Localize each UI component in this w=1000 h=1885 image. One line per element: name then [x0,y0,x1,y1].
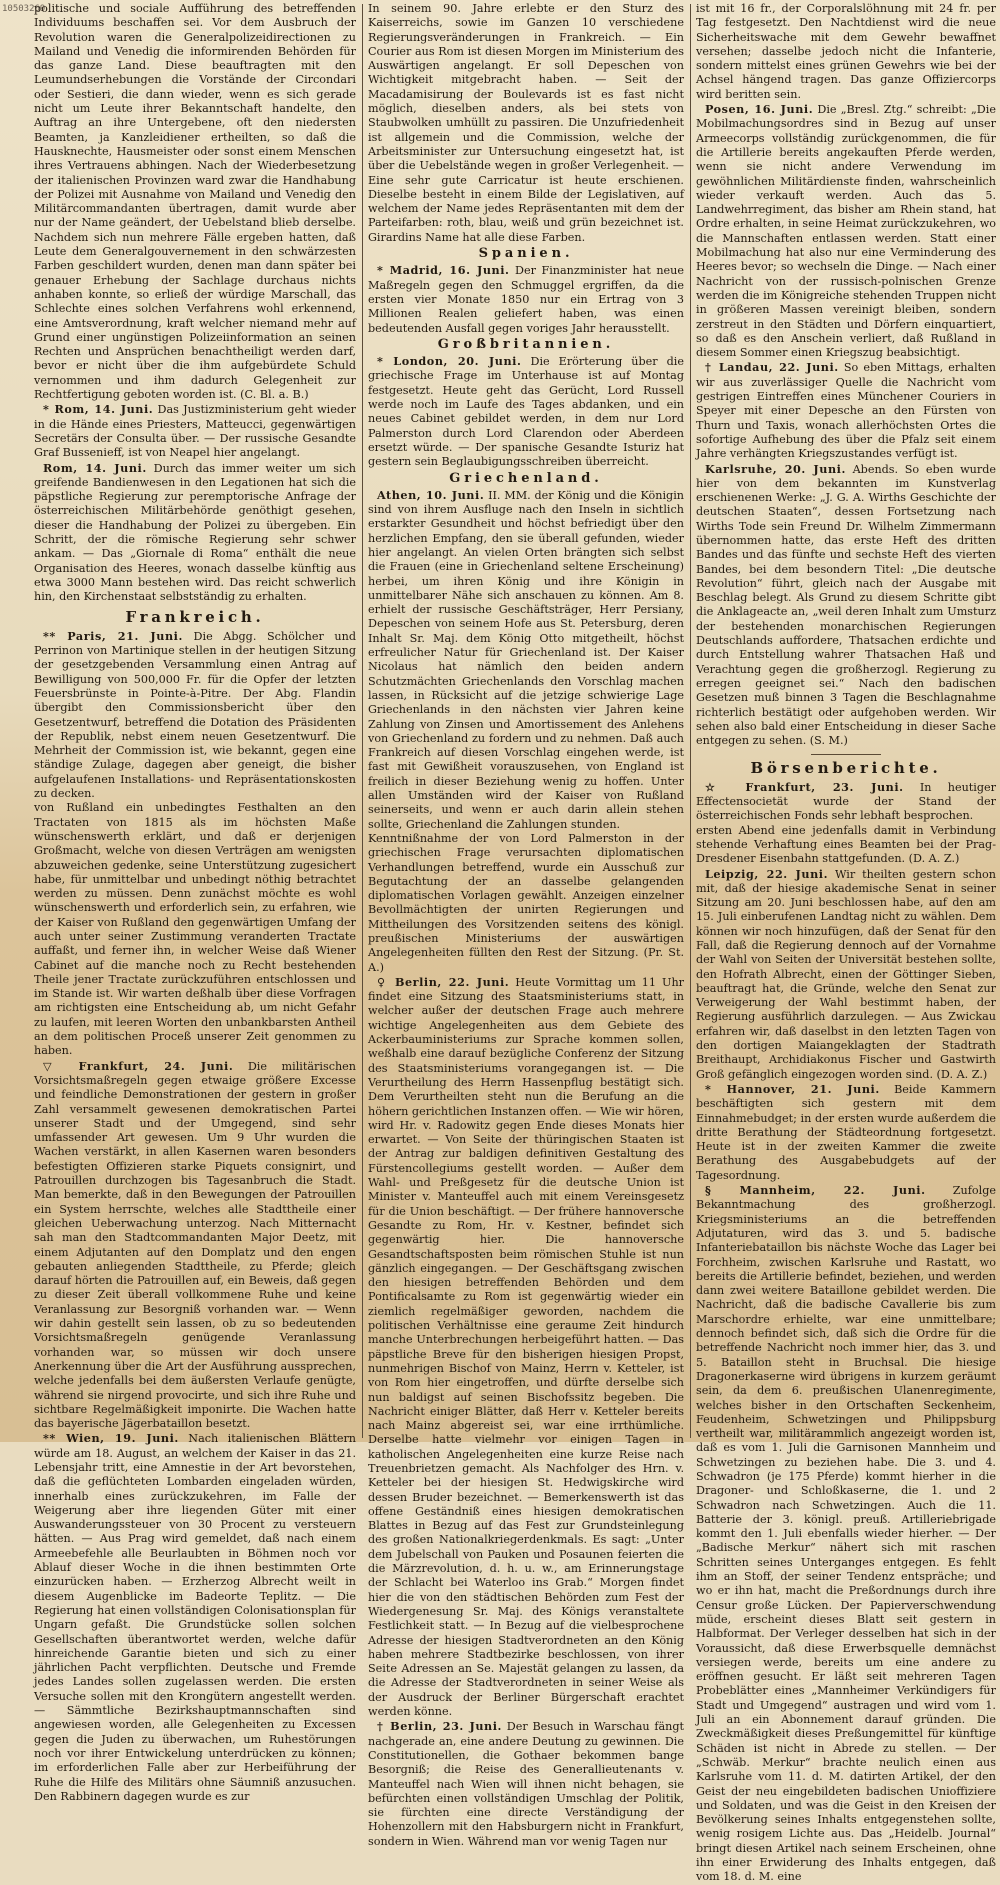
dateline: * Madrid, 16. Juni. [376,263,510,278]
article-text: Beide Kammern beschäftigten sich gestern mit dem Einnahmebudget; in der ersten wurde außerdem die dritte Berathung der Städteordnung fortgesetzt. Heute ist in der zweiten Kammer die zweite Berathung des Ausgabebudgets auf der Tagesordnung. [696,1082,996,1182]
article-athen [368,488,684,832]
dateline: ** Wien, 19. Juni. [42,1431,179,1446]
dateline: * London, 20. Juni. [376,354,522,369]
article-text: Die Abgg. Schölcher und Perrinon von Martinique stellen in der heutigen Sitzung der gesetzgebenden Versammlung einen Antrag auf Bewilligung von 500,000 Fr. für die Opfer der letzten Feuersbrünste in Pointe-à-Pitre. Der Abg. Flandin übergibt den Commissionsbericht über den Gesetzentwurf, betreffend die Dotation des Präsidenten der Republik, nebst einem neuen Gesetzentwurf. Die Mehrheit der Commission ist, wie bekannt, gegen eine ständige Zulage, dagegen aber geneigt, die bisher aufgelaufenen Installations- und Repräsentationskosten zu decken. [34,629,356,801]
article-text: Das Justizministerium geht wieder in die Hände eines Priesters, Matteucci, gegenwärtigen Secretärs der Consulta über. — Der russische Gesandte Graf Bussenieff, ist von Neapel hier angelangt. [34,403,356,460]
article-landau [696,360,996,461]
column-1 [30,2,360,1803]
article-text: Durch das immer weiter um sich greifende Bandienwesen in den Legationen hat sich die päpstliche Regierung zur peremptorische Anfrage der österreichischen Militärbehörde genöthigt gesehen, dieser die Handhabung der Polizei zu übergeben. Ein Schritt, der die römische Regierung sehr schwer ankam. — Das „Giornale di Roma“ enthält die neue Organisation des Heeres, wonach dasselbe künftig aus etwa 3000 Mann bestehen wird. Das reicht schwerlich hin, den Kirchenstaat selbstständig zu erhalten. [34,461,356,604]
article-text: Nach italienischen Blättern würde am 18. August, an welchem der Kaiser in das 21. Lebensjahr tritt, eine Amnestie in der Art bevorstehen, daß die geflüchteten Lombarden eingeladen würden, innerhalb eines zurückzukehren, im Falle der Weigerung aber ihre liegenden Güter mit einer Auswanderungssteuer von 30 Procent zu versteuern hätten. — Aus Prag wird gemeldet, daß nach einem Armeebefehle alle Beurlaubten in Böhmen noch vor Ablauf dieser Woche in die ihnen bestimmten Orte einzurücken haben. — Erzherzog Albrecht weilt in diesem Augenblicke im Badeorte Teplitz. — Die Regierung hat einen vollständigen Colonisationsplan für Ungarn gefaßt. Die Grundstücke sollen solchen Gesellschaften überantwortet werden, welche dafür hinreichende Garantie bieten und sich zu einer jährlichen Pacht verpflichten. Deutsche und Fremde jedes Landes sollen zugelassen werden. Die ersten Versuche sollen mit den Krongütern angestellt werden. — Sämmtliche Bezirkshauptmannschaften sind angewiesen worden, alle Gelegenheiten zu Excessen gegen die Juden zu überwachen, um Ruhestörungen noch vor ihrer Entwickelung unterdrücken zu können; im erforderlichen Falle aber zur Herbeiführung der Ruhe die Hilfe des Militärs ohne Säumniß anzusuchen. Den Rabbinern dagegen wurde es zur [34,1432,356,1803]
article-text: ist mit 16 fr., der Corporalslöhnung mit 24 fr. per Tag festgesetzt. Den Nachtdienst wird die neue Sicherheitswache mit dem Gewehr bewaffnet versehen; dasselbe jedoch nicht die Infanterie, sondern mittelst eines grünen Gewehrs wie bei der Achsel hängend tragen. Das ganze Offiziercorps wird beritten sein. [696,2,996,101]
article-text: ersten Abend eine jedenfalls damit in Verbindung stehende Verhaftung eines Beamten bei der Prag-Dresdener Eisenbahn stattgefunden. (D. A. Z.) [696,823,996,866]
section-heading-griechenland: Griechenland. [449,470,603,486]
article-frankfurt-boerse [696,780,996,824]
article-mannheim [696,1183,996,1885]
article-text: In heutiger Effectensocietät wurde der Stand der österreichischen Fonds sehr lebhaft besprochen. [696,780,997,823]
article-text: Die militärischen Vorsichtsmaßregeln gegen etwaige größere Excesse und feindliche Demonstrationen der gestern in großer Zahl versammelt gewesenen demokratischen Partei unserer Stadt und der Umgegend, sind sehr umfassender Art gewesen. Um 9 Uhr wurden die Wachen verstärkt, in allen Kasernen waren besonders befestigten Offizieren starke Piquets consignirt, und Patrouillen durchzogen bis Tagesanbruch die Stadt. Man bemerkte, daß in den Bewegungen der Patrouillen ein System herrschte, welches alle Stadttheile einer gleichen Ueberwachung unterzog. Nach Mitternacht sah man den Stadtcommandanten Major Deetz, mit einem Adjutanten auf den Domplatz und den engen gebauten anliegenden Stadttheile, zu Pferde; gleich darauf hörten die Patrouillen auf, ein Beweis, daß gegen zu dieser Zeit überall vollkommene Ruhe und keine Veranlassung zur Besorgniß vorhanden war. — Wenn wir dahin gestellt sein lassen, ob zu so bedeutenden Vorsichtsmaßregeln genügende Veranlassung vorhanden war, so müssen wir doch unsere Anerkennung über die Art der Ausführung aussprechen, welche jedenfalls bei dem äußersten Verlaufe genügte, während sie nirgend provocirte, und sich ihre Ruhe und sichtbare Regelmäßigkeit imponirte. Die Wachen hatte das bayerische Jägerbataillon besetzt. [34,1059,356,1431]
dateline: Leipzig, 22. Juni. [704,866,829,881]
article-wien [34,1431,356,1804]
article-paris [34,629,356,802]
article-text: Der Finanzminister hat neue Maßregeln gegen den Schmuggel ergriffen, da die ersten vier Monate 1850 nur ein Ertrag von 3 Millionen Realen geliefert haben, was einen bedeutenden Ausfall gegen voriges Jahr herausstellt. [368,264,684,335]
article-rome-1 [34,402,356,460]
dateline: Rom, 14. Juni. [42,460,147,475]
dateline: ▽ Frankfurt, 24. Juni. [42,1058,234,1073]
article-text: Die Erörterung über die griechische Frage im Unterhause ist auf Montag festgesetzt. Heute geht das Gerücht, Lord Russell werde noch im Laufe des Tages abdanken, und ein neues Cabinet gebildet werden, in dem nur Lord Palmerston durch Lord Clarendon oder Aberdeen ersetzt würde. — Der spanische Gesandte Isturiz hat gestern sein Beglaubigungsschreiben überreicht. [368,355,685,469]
article-berlin-1 [368,975,684,1719]
dateline: Karlsruhe, 20. Juni. [704,461,846,476]
article-text: Abends. So eben wurde hier von dem bekannten im Kunstverlag erschienenen Werke: „J. G. A. Wirths Geschichte der deutschen Staaten“, dessen Fortsetzung nach Wirths Tode sein Freund Dr. Wilhelm Zimmermann übernommen hatte, das erste Heft des dritten Bandes und das fünfte und sechste Heft des vierten Bandes, bei dem besondern Titel: „Die deutsche Revolution“ führt, gleich nach der Ausgabe mit Beschlag belegt. Als Grund zu diesem Schritte gibt die Anklageacte an, „weil deren Inhalt zum Umsturz der bestehenden monarchischen Regierungen Deutschlands auffordere, Thatsachen erdichte und durch Entstellung wahrer Thatsachen Haß und Verachtung gegen die großherzogl. Regierung zu erregen geeignet sei.“ Nach den badischen Gesetzen muß binnen 3 Tagen die Beschlagnahme richterlich bestätigt oder aufgehoben werden. Wir sehen also bald einer Entscheidung in dieser Sache entgegen zu sehen. (S. M.) [696,462,996,748]
section-heading-boersenberichte: Börsenberichte. [750,759,942,778]
article-text: So eben Mittags, erhalten wir aus zuverlässiger Quelle die Nachricht vom gestrigen Eintreffen eines Münchener Couriers in Speyer mit einer Depesche an den Fürsten von Thurn und Taxis, wonach allerhöchsten Ortes die sofortige Aufhebung des über die Pfalz seit einem Jahre verhängten Kriegszustandes verfügt ist. [696,361,996,461]
column-2 [364,2,688,1848]
article-text: Zufolge Bekanntmachung des großherzogl. Kriegsministeriums an die betreffenden Adjutaturen, wird das 3. und 5. badische Infanteriebataillon bis nächste Woche das Lager bei Forchheim, zwischen Karlsruhe und Rastatt, wo bereits die Artillerie befindet, beziehen, und werden dann zwei weitere Bataillone gebildet werden. Die Nachricht, daß die badische Cavallerie bis zum Marschordre erhielte, war eine unmittelbare; dennoch befindet sich, daß sich die Ordre für die betreffende Nachricht noch immer hier, das 3. und 5. Bataillon steht in Bruchsal. Die hiesige Dragonerkaserne wird übrigens in kurzem geräumt sein, da dem 6. preußischen Ulanenregimente, welches bisher in den Ortschaften Seckenheim, Feudenheim, Schwetzingen und Philippsburg vertheilt war, militärammlich angezeigt worden ist, daß es vom 1. Juli die Garnisonen Mannheim und Schwetzingen zu beziehen habe. Die 3. und 4. Schwadron (je 175 Pferde) kommt hierher in die Dragoner- und Schloßkaserne, die 1. und 2 Schwadron nach Schwetzingen. Auch die 11. Batterie der 3. königl. preuß. Artilleriebrigade kommt den 1. Juli ebenfalls wieder hierher. — Der „Badische Merkur“ nähert sich mit raschen Schritten seines Unterganges entgegen. Es fehlt ihm an Stoff, der seiner Tendenz entspräche; und wo er ihn hat, macht die Preßordnungs durch ihre Censur große Lücken. Der Papierverschwendung müde, erscheint dieses Blatt seit gestern in Halbformat. Der Verleger desselben hat sich in der Voraussicht, daß diese Erwerbsquelle demnächst versiegen werde, bereits um eine andere zu eröffnen gesucht. Er läßt seit mehreren Tagen Probeblätter eines „Mannheimer Verkündigers für Stadt und Umgegend“ austragen und wird vom 1. Juli an ein Abonnement darauf gründen. Die Zweckmäßigkeit dieses Preßungemittel für künftige Schäden ist nicht in Abrede zu stellen. — Der „Schwäb. Merkur“ brachte neulich einen aus Karlsruhe vom 11. d. M. datirten Artikel, der den Geist der neu eingebildeten badischen Unioffiziere und Soldaten, und was die Geist in den Kreisen der Bevölkerung seines Inhalts entgegenstehen sollte, wenig rosigem Lichte aus. Das „Heidelb. Journal“ bringt diesen Artikel nach seinem Erscheinen, ohne ihn einer Erwiderung des Inhalts entgegen, daß vom 18. d. M. eine [696,1184,996,1884]
article-text: politische und sociale Aufführung des betreffenden Individuums beschaffen sei. Vor dem Ausbruch der Revolution waren die Generalpolizeidirectionen zu Mailand und Venedig die informirenden Behörden für das ganze Land. Diese beauftragten mit den Leumundserhebungen die Vorstände der Circondari oder Sestieri, die dann wieder, wenn es sich gerade nicht um Leute ihrer Bekanntschaft handelte, den Auftrag an ihre Untergebene, oft den niedersten Beamten, ja Kanzleidiener ertheilten, so daß die Hausknechte, Hausmeister oder sonst einem Menschen ihres Vertrauens abhingen. Nach der Wiederbesetzung der italienischen Provinzen ward zwar die Handhabung der Polizei mit Ausnahme von Mailand und Venedig den Militärcommandanten übertragen, damit wurde aber nur der Name geändert, der Uebelstand blieb derselbe. Nachdem sich nun mehrere Fälle ergeben hatten, daß Leute dem Generalgouvernement in den schwärzesten Farben geschildert wurden, denen man dann später bei genauer Erhebung der Sachlage durchaus nichts anhaben konnte, so erließ der würdige Marschall, das Schlechte eines solchen Verfahrens wohl erkennend, eine Amtsverordnung, kraft welcher niemand mehr auf Grund einer ungünstigen Polizeiinformation an seinen Rechten und Ansprüchen benachtheiligt werden darf, bevor er nicht über die ihm aufgebürdete Schuld vernommen und ihm dadurch Gelegenheit zur Rechtfertigung geboten worden ist. (C. Bl. a. B.) [34,2,356,402]
article-text: Die „Bresl. Ztg.“ schreibt: „Die Mobilmachungsordres sind in Bezug auf unser Armeecorps vollständig zurückgenommen, die für die Artillerie bereits angekauften Pferde werden, wenn sie nicht andere Verwendung im gewöhnlichen Militärdienste finden, wahrscheinlich wieder verkauft werden. Auch das 5. Landwehrregiment, das bisher am Rhein stand, hat Ordre erhalten, in seine Heimat zurückzukehren, wo die Mannschaften entlassen werden. Statt einer Mobilmachung hat also nur eine Verminderung des Heeres bevor; so wechseln die Dinge. — Nach einer Nachricht von der russisch-polnischen Grenze werden die im Königreiche stehenden Truppen nicht in größeren Massen vereinigt bleiben, sondern zerstreut in den Städten und Dörfern einquartiert, so daß es den Anschein verliert, daß Rußland in diesem Sommer einen Kriegszug beabsichtigt. [696,103,997,360]
dateline: Posen, 16. Juni. [704,102,814,117]
article-posen [696,102,996,360]
article-leipzig [696,867,996,1082]
scan-serial-number: 10503269 [2,4,46,14]
dateline: † Berlin, 23. Juni. [376,1719,503,1734]
article-rome-2 [34,461,356,605]
dateline: ** Paris, 21. Juni. [42,628,183,643]
section-heading-frankreich: Frankreich. [125,608,265,627]
section-divider [811,754,881,755]
article-text: In seinem 90. Jahre erlebte er den Sturz des Kaiserreichs, sowie im Ganzen 10 verschiedene Regierungsveränderungen in Frankreich. — Ein Courier aus Rom ist diesen Morgen im Ministerium des Auswärtigen angelangt. Er soll Depeschen von Wichtigkeit mitgebracht haben. — Seit der Macadamisirung der Boulevards ist es fast nicht möglich, dieselben anders, als bei stets von Staubwolken umhüllt zu passiren. Die Unzufriedenheit ist allgemein und die Commission, welche der Arbeitsminister zur Untersuchung eingesetzt hat, ist über die Uebelstände wegen in großer Verlegenheit. — Eine sehr gute Carricatur ist heute erschienen. Dieselbe besteht in einem Bilde der Legislativen, auf welchem der Name jedes Repräsentanten mit dem der Parteifarben: roth, blau, weiß und grün bezeichnet ist. Girardins Name hat alle diese Farben. [368,2,684,244]
article-text: Wir theilten gestern schon mit, daß der hiesige akademische Senat in seiner Sitzung am 20. Juni beschlossen habe, auf den am 15. Juli einberufenen Landtag nicht zu wählen. Dem können wir noch hinzufügen, daß der Senat für den Fall, daß die Regierung dennoch auf der Vornahme der Wahl von Seiten der Universität bestehen sollte, den Hofrath Albrecht, einen der Göttinger Sieben, beauftragt hat, die Gründe, welche den Senat zur Verweigerung der Wahl bestimmt haben, der Regierung ausführlich darzulegen. — Aus Zwickau erfahren wir, daß daselbst in den letzten Tagen von den dortigen Maiangeklagten der Stadtrath Breithaupt, Archidiakonus Fischer und Gastwirth Groß gefänglich eingezogen worden sind. (D. A. Z.) [696,867,997,1081]
section-heading-spanien: Spanien. [478,246,574,262]
column-3 [692,2,1000,1884]
dateline: ♀ Berlin, 22. Juni. [376,974,510,989]
article-madrid [368,263,684,335]
article-london [368,354,684,469]
article-karlsruhe [696,462,996,749]
dateline: † Landau, 22. Juni. [704,360,839,375]
dateline: § Mannheim, 22. Juni. [704,1183,926,1198]
article-text: Kenntnißnahme der von Lord Palmerston in der griechischen Frage verursachten diplomatischen Verhandlungen betreffend, wurde ein Ausschuß zur Begutachtung der an dasselbe gelangenden diplomatischen Vorlagen gewählt. Anzeigen einzelner Bevollmächtigten der unirten Regierungen und Mittheilungen des Vorsitzenden seitens des königl. preußischen Ministeriums der auswärtigen Angelegenheiten füllten den Rest der Sitzung. (Pr. St. A.) [368,831,684,974]
article-text: II. MM. der König und die Königin sind von ihrem Ausfluge nach den Inseln in sichtlich erstarkter Gesundheit und höchst befriedigt über den herzlichen Empfang, den sie überall gefunden, wieder hier angelangt. An vielen Orten brängten sich selbst die Frauen (eine in Griechenland seltene Erscheinung) herbei, um ihren König und ihre Königin in unmittelbarer Nähe sich anschauen zu können. Am 8. erhielt der russische Geschäftsträger, Herr Persiany, Depeschen von seinem Hofe aus St. Petersburg, deren Inhalt Sr. Maj. dem König Otto mitgetheilt, höchst erfreulicher Natur für Griechenland ist. Der Kaiser Nicolaus hat nämlich den beiden andern Schutzmächten Griechenlands den Vorschlag machen lassen, in Rücksicht auf die jetzige schwierige Lage Griechenlands in den nächsten vier Jahren keine Zahlung von Zinsen und Amortissement des Anlehens von Griechenland zu fordern und zu nehmen. Daß auch Frankreich auf diesen Vorschlag eingehen werde, ist fast mit Gewißheit vorauszusehen, von England ist freilich in dieser Beziehung wenig zu hoffen. Unter allen Umständen wird der Kaiser von Rußland seinerseits, und wenn er auch darin allein stehen sollte, Griechenland die Zahlungen stunden. [368,488,684,831]
article-berlin-2 [368,1719,684,1849]
dateline: * Rom, 14. Juni. [42,402,154,417]
column-rule [690,4,691,1438]
article-frankfurt [34,1059,356,1432]
section-heading-grossbritannien: Großbritannien. [437,336,615,352]
article-hannover [696,1082,996,1183]
article-text: Heute Vormittag um 11 Uhr findet eine Sitzung des Staatsministeriums statt, in welcher außer der deutschen Frage auch mehrere wichtige Angelegenheiten aus dem Gebiete des Ackerbauministeriums zur Sprache kommen sollen, weßhalb eine darauf bezügliche Conferenz der Sitzung des Staatsministeriums vorangegangen ist. — Die Verurtheilung des Herrn Hassenpflug bestätigt sich. Dem Verurtheilten steht nun die Berufung an die höhern gerichtlichen Instanzen offen. — Wie wir hören, wird Hr. v. Radowitz gegen Ende dieses Monats hier erwartet. — Von Seite der thüringischen Staaten ist der Antrag zur baldigen definitiven Gestaltung des Fürstencollegiums gestellt worden. — Außer dem Wahl- und Preßgesetz für die deutsche Union ist Minister v. Manteuffel auch mit einem Vereinsgesetz für die Union beschäftigt. — Der frühere hannoversche Gesandte zu Rom, Hr. v. Kestner, befindet sich gegenwärtig hier. Die hannoversche Gesandtschaftsposten beim römischen Stuhle ist nun gänzlich eingegangen. — Der Geschäftsgang zwischen den hiesigen betreffenden Behörden und dem Pontificalsamte zu Rom ist gegenwärtig wieder ein ziemlich regelmäßiger geworden, nachdem die politischen Verhältnisse eine geraume Zeit hindurch manche Unterbrechungen herbeigeführt hatten. — Das päpstliche Breve für den bisherigen hiesigen Propst, nunmehrigen Bischof von Mainz, Herrn v. Ketteler, ist von Rom hier eingetroffen, und dürfte derselbe sich nun baldigst auf seinen Bischofssitz begeben. Die Nachricht einiger Blätter, daß Herr v. Ketteler bereits nach Mainz abgereist sei, war eine irrthümliche. Derselbe hatte vielmehr vor einigen Tagen in katholischen Angelegenheiten eine kurze Reise nach Treuenbrietzen gemacht. Als Nachfolger des Hrn. v. Ketteler bei der hiesigen St. Hedwigskirche wird dessen Bruder bezeichnet. — Bemerkenswerth ist das offene Geständniß eines hiesigen demokratischen Blattes in Bezug auf das Fest zur Grundsteinlegung des großen Nationalkriegerdenkmals. Es sagt: „Unter dem Jubelschall von Pauken und Posaunen feierten die die Märzrevolution, d. h. u. w., am Erinnerungstage der Schlacht bei Waterloo ins Grab.“ Morgen findet hier die von den städtischen Behörden zum Fest der Wiedergenesung Sr. Maj. des Königs veranstaltete Festlichkeit statt. — In Bezug auf die vielbesprochene Adresse der hiesigen Stadtverordneten an den König haben mehrere Stadtbezirke beschlossen, von ihrer Seite Adressen an Se. Majestät gelangen zu lassen, da die Adresse der Stadtverordneten in seiner Weise als der Ausdruck der Berliner Bürgerschaft erachtet werden könne. [368,975,684,1719]
dateline: ☆ Frankfurt, 23. Juni. [704,779,904,794]
dateline: Athen, 10. Juni. [376,487,485,502]
column-rule [362,4,363,1438]
dateline: * Hannover, 21. Juni. [704,1081,880,1096]
article-text: Der Besuch in Warschau fängt nachgerade an, eine andere Deutung zu gewinnen. Die Constitutionellen, die Gothaer bekommen bange Besorgniß; die Reise des Generallieutenants v. Manteuffel nach Wien will ihnen nicht behagen, sie befürchten einen vollständigen Umschlag der Politik, sie fürchten eine directe Verständigung der Hohenzollern mit den Habsburgern nicht in Frankfurt, sondern in Wien. Während man vor wenig Tagen nur [368,1720,685,1848]
article-text: von Rußland ein unbedingtes Festhalten an den Tractaten von 1815 als im höchsten Maße wünschenswerth erklärt, und daß er derjenigen Großmacht, welche von diesen Verträgen am wenigsten abzuweichen gedenke, seine Unterstützung zugesichert habe, für unmittelbar und unbedingt nöthig betrachtet werden zu müssen. Denn zunächst möchte es wohl wünschenswerth und erforderlich sein, zu erfahren, wie der Kaiser von Rußland den gegenwärtigen Umfang der auch unter seiner Zustimmung veranderten Tractate auffaßt, und ferner ihn, in welcher Weise daß Wiener Cabinet auf die manche noch zu Recht bestehenden Theile jener Tractate zurückzuführen entschlossen und im Stande ist. Wir warten deßhalb über diese Vorfragen am richtigsten eine Entscheidung ab, um nicht Gefahr zu laufen, mit leeren Worten den unbankbarsten Antheil an dem politischen Proceß unserer Zeit genommen zu haben. [34,801,356,1058]
